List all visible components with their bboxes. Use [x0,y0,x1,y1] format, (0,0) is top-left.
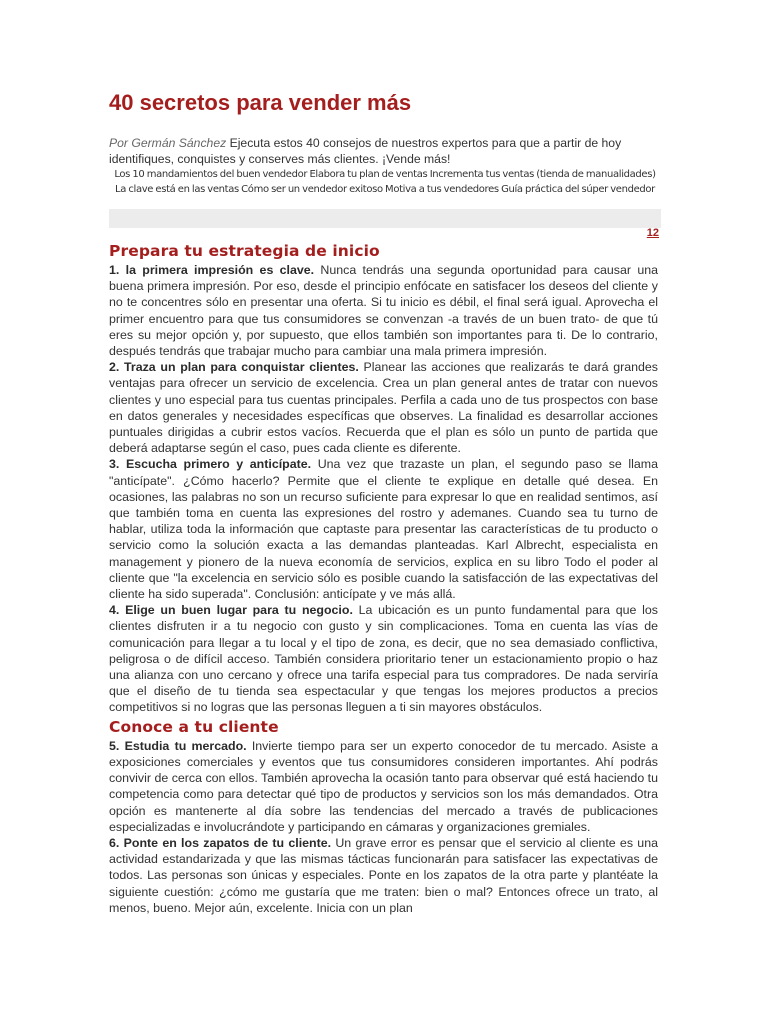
tip-lead: 3. Escucha primero y anticípate. [109,457,312,472]
tip-text: Invierte tiempo para ser un experto conocedor de tu mercado. Asiste a exposiciones comerciales y eventos que tus consumidores consideren importantes. Ahí podrás convivir de cerca con ellos. También aprovecha la ocasión tanto para observar qué está haciendo tu competencia como para detectar qué tipo de productos y servicios son los más demandados. Otra opción es mantenerte al día sobre las tendencias del mercado a través de publicaciones especializadas e involucrándote y participando en cámaras y organizaciones gremiales. [109,738,658,834]
tip-text: La ubicación es un punto fundamental para que los clientes disfruten ir a tu negocio con gusto y sin complicaciones. Toma en cuenta las vías de comunicación para llegar a tu local y el tipo de zona, es decir, que no sea demasiado conflictiva, peligrosa o de difícil acceso. También considera prioritario tener un estacionamiento propio o haz una alianza con uno cercano y ofrece una tarifa especial para tus compradores. De nada serviría que el diseño de tu tienda sea espectacular y que tengas los mejores productos a precios competitivos si no logras que las personas lleguen a ti sin mayores obstáculos. [109,603,658,715]
article-lead: Ejecuta estos 40 consejos de nuestros expertos para que a partir de hoy identifiques, conquistes y conserves más clientes. ¡Vende más! [109,136,622,166]
tip-lead: 5. Estudia tu mercado. [109,738,247,753]
related-articles [109,167,661,197]
article-body [109,240,658,916]
tip-text: Una vez que trazaste un plan, el segundo paso se llama "anticípate". ¿Cómo hacerlo? Permite que el cliente te explique en detalle qué desea. En ocasiones, las palabras no son un recurso suficiente para expresar lo que en realidad sentimos, así que también toma en cuenta las expresiones del rostro y ademanes. Cuando sea tu turno de hablar, utiliza toda la información que captaste para presentar las características de tu producto o servicio como la solución exacta a las demandas planteadas. Karl Albrecht, especialista en management y pionero de la nueva economía de servicios, explica en su libro Todo el poder al cliente que "la excelencia en servicio sólo es posible cuando la satisfacción de las expectativas del cliente ha sido superada". Conclusión: anticípate y ve más allá. [109,457,659,602]
tip-lead: 1. la primera impresión es clave. [109,263,315,277]
tip-paragraph [109,738,658,835]
article-intro [109,135,661,167]
author-byline: Por Germán Sánchez [109,136,227,150]
section-heading: Conoce a tu cliente [109,717,279,736]
section-heading: Prepara tu estrategia de inicio [109,242,380,260]
tip-text: Nunca tendrás una segunda oportunidad para causar una buena primera impresión. Por eso, desde el principio enfócate en satisfacer los deseos del cliente y no te concentres sólo en presentar una oferta. Si tu inicio es débil, el final será igual. Aprovecha el primer encuentro para que tus consumidores se convenzan -a través de un buen trato- de que tú eres su mejor opción y, por supuesto, que ellos también son importantes para ti. De lo contrario, después tendrás que trabajar mucho para cambiar una mala primera impresión. [109,263,659,359]
tip-lead: 2. Traza un plan para conquistar clientes. [109,360,359,375]
separator-bar [109,209,661,228]
tip-paragraph [109,835,658,916]
tip-text: Un grave error es pensar que el servicio al cliente es una actividad estandarizada y que las mismas tácticas funcionarán para satisfacer las expectativas de todos. Las personas son únicas y especiales. Ponte en los zapatos de la otra parte y plantéate la siguiente cuestión: ¿cómo me gustaría que me traten: bien o mal? Entonces ofrece un trato, al menos, bueno. Mejor aún, excelente. Inicia con un plan [109,835,658,915]
tip-lead: 4. Elige un buen lugar para tu negocio. [109,603,353,618]
tip-paragraph [109,359,658,456]
tip-paragraph [109,262,658,359]
tip-text: Planear las acciones que realizarás te dará grandes ventajas para ofrecer un servicio de excelencia. Crea un plan general antes de tratar con nuevos clientes y uno especial para tus cuentas principales. Perfila a cada uno de tus prospectos con base en datos generales y necesidades específicas que observes. La finalidad es desarrollar acciones puntuales dirigidas a cubrir estos vacíos. Recuerda que el plan es sólo un punto de partida que deberá adaptarse según el caso, pues cada cliente es diferente. [109,360,658,456]
tip-paragraph [109,602,658,715]
related-links-text[interactable]: Los 10 mandamientos del buen vendedor Elabora tu plan de ventas Incrementa tus ventas (tienda de manualidades) La clave está en las ventas Cómo ser un vendedor exitoso Motiva a tus vendedores Guía práctica del súper vendedor [114,169,656,195]
tip-lead: 6. Ponte en los zapatos de tu cliente. [109,835,332,850]
article-title: 40 secretos para vender más [109,90,412,115]
page-number-link[interactable]: 12 [646,227,659,239]
tip-paragraph [109,456,658,602]
